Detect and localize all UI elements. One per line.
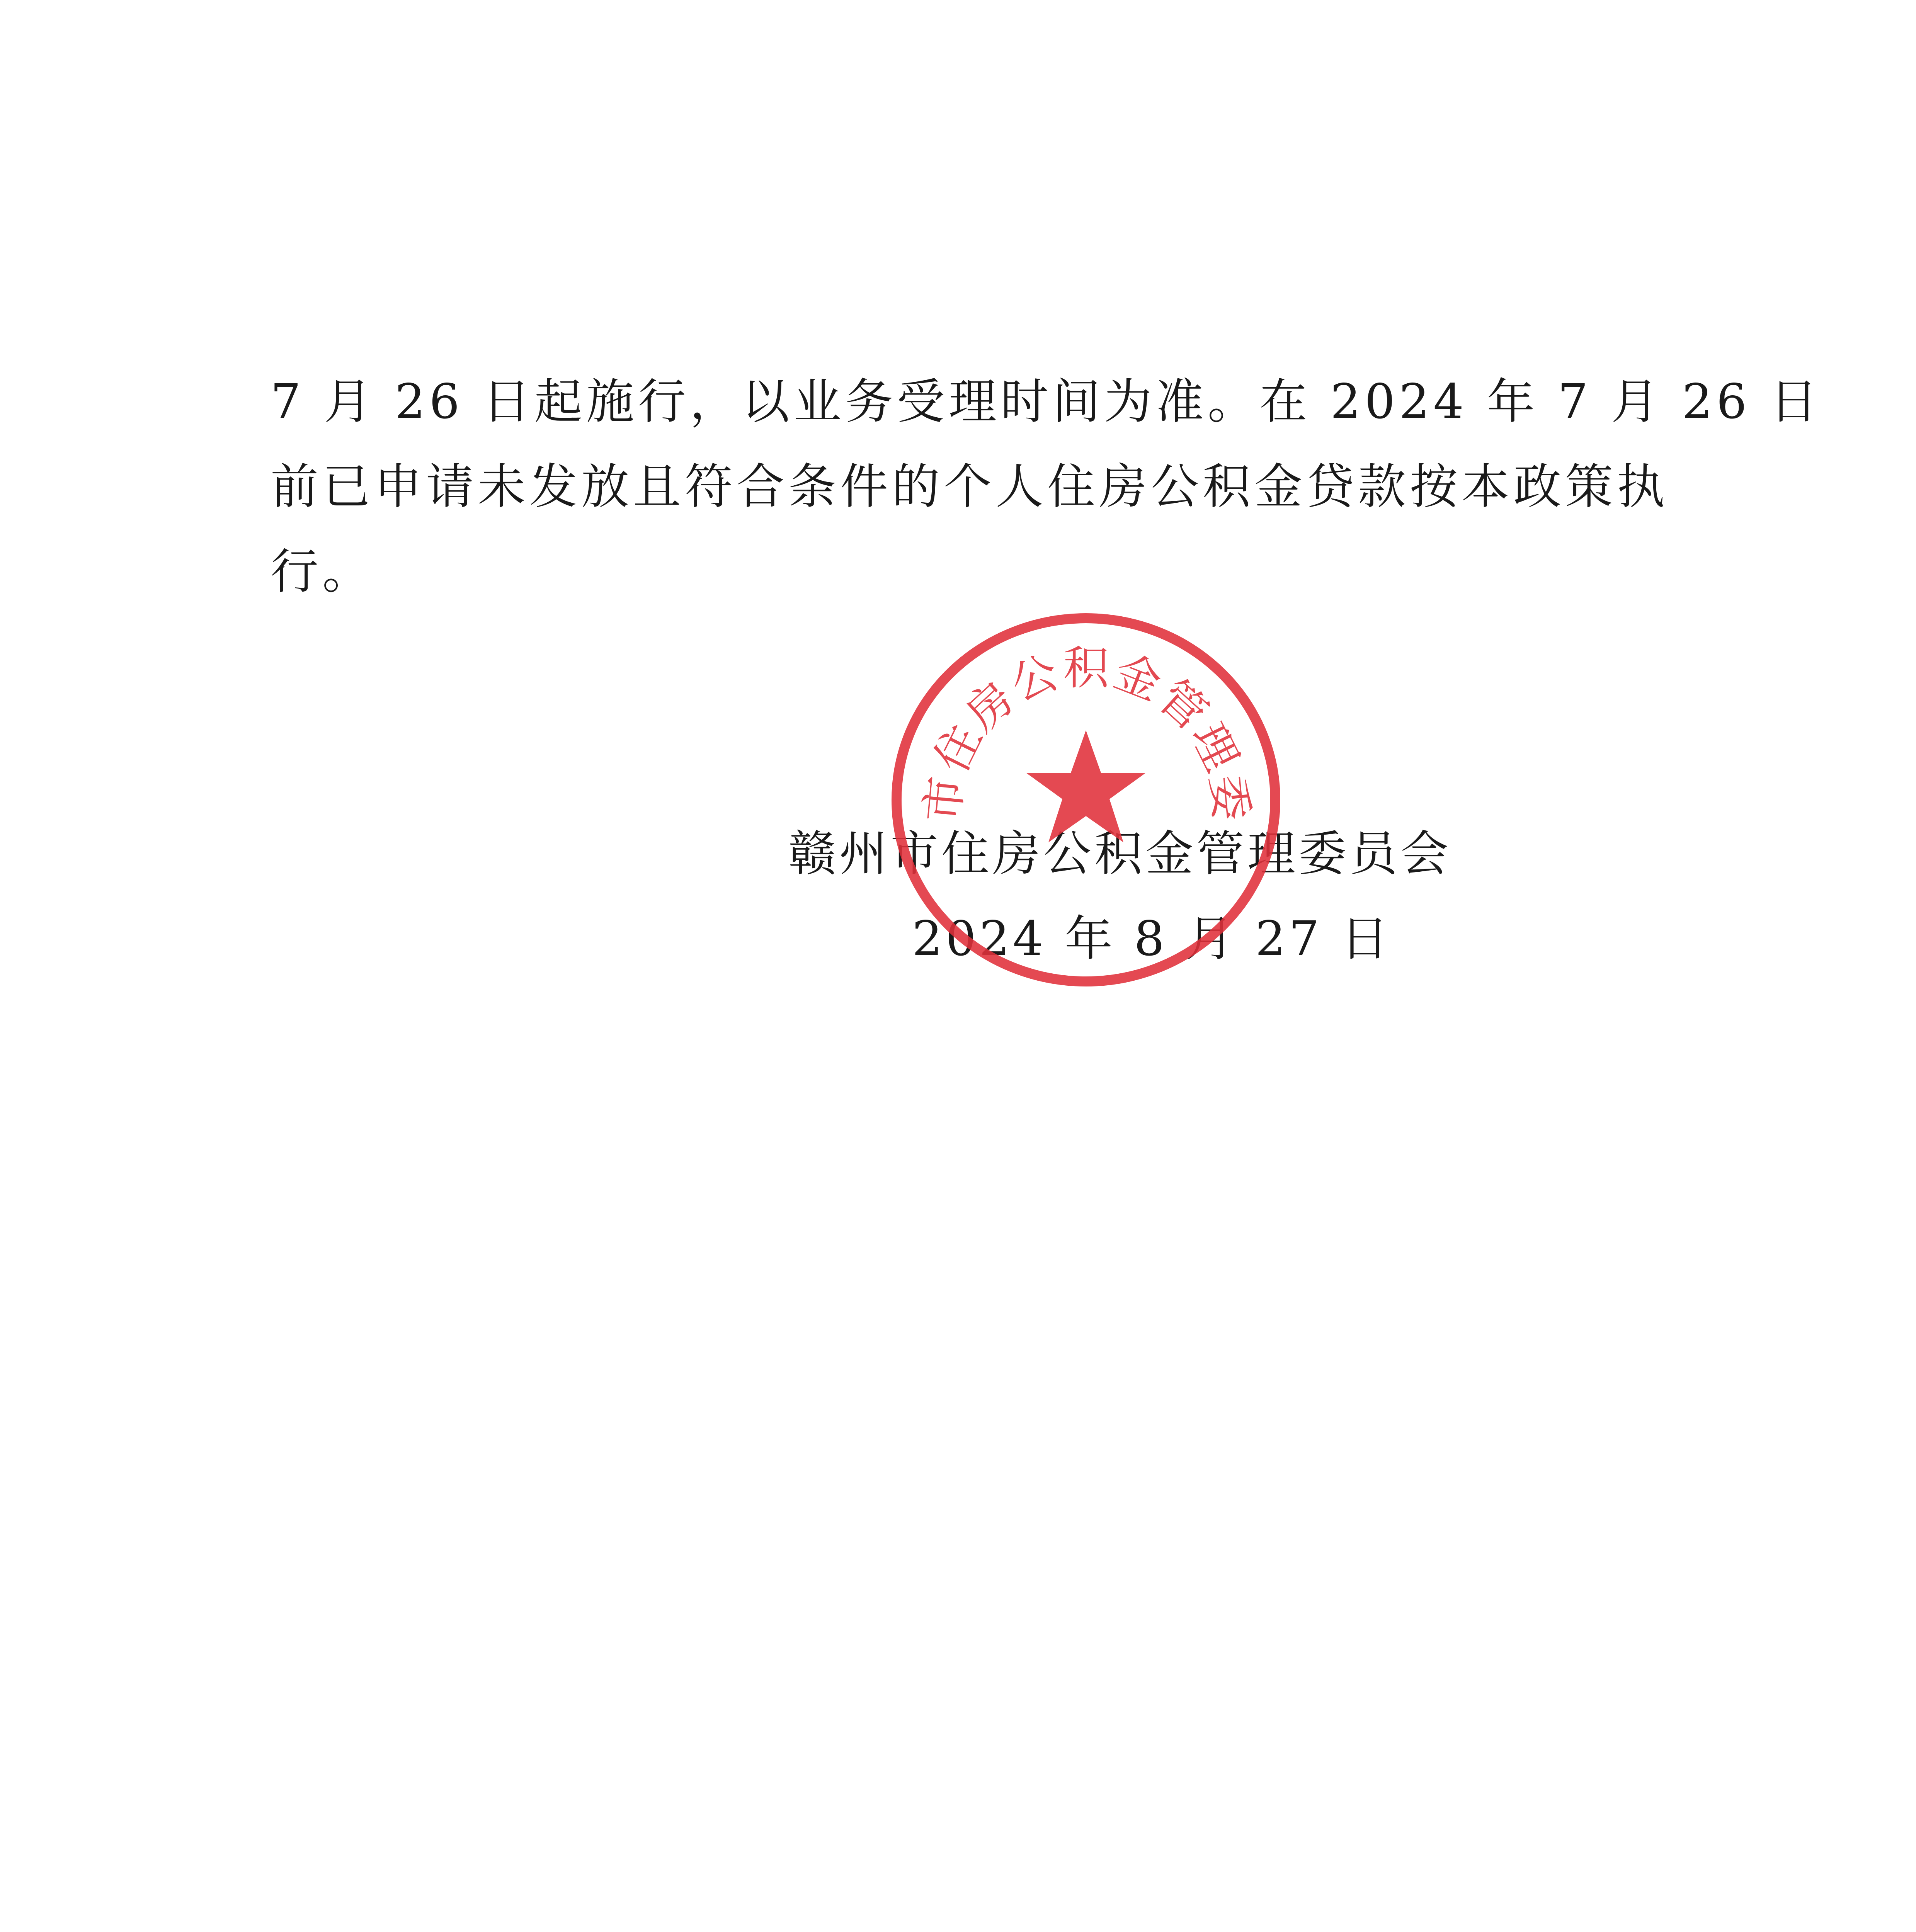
signature-organization: 赣州市住房公积金管理委员会 [788,826,1452,882]
body-line-3: 行。 [271,544,374,600]
seal-text: 市住房公积金管理委 [915,641,1259,825]
star-icon [1026,730,1146,842]
official-seal [885,607,1287,993]
body-line-2: 前已申请未发放且符合条件的个人住房公积金贷款按本政策执 [271,459,1669,515]
body-paragraph [271,359,1822,614]
body-line-1: 7 月 26 日起施行，以业务受理时间为准。在 2024 年 7 月 26 日 [271,374,1822,430]
signature-date: 2024 年 8 月 27 日 [912,911,1392,967]
